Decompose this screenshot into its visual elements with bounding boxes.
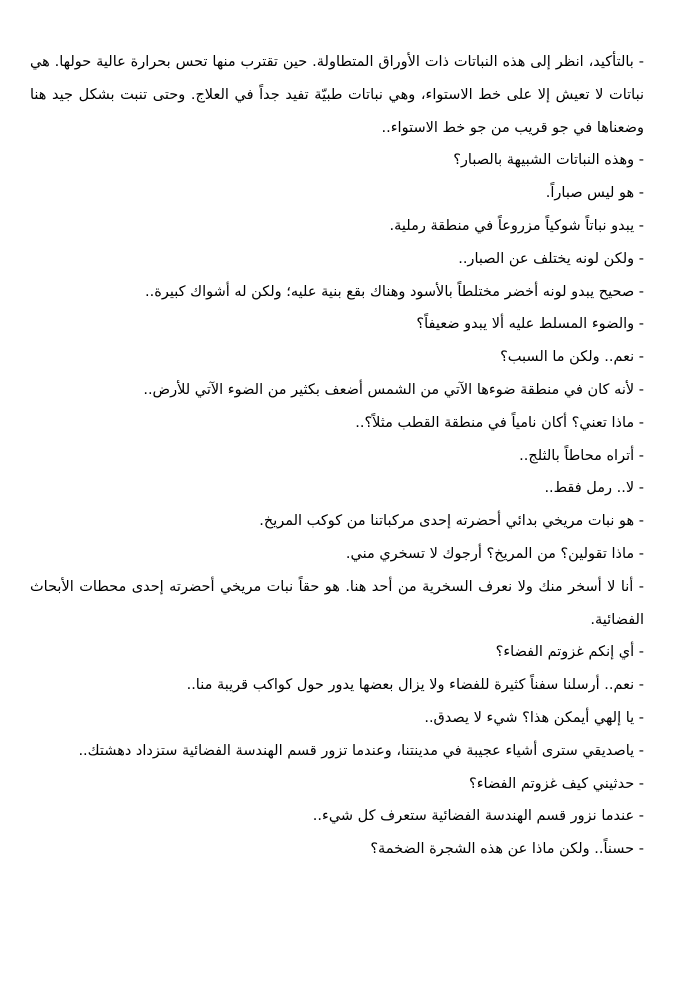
dialogue-line-martian-plant: - هو نبات مريخي بدائي أحضرته إحدى مركباتنا من كوكب المريخ. bbox=[259, 513, 644, 530]
dialogue-line-unbelievable: - يا إلهي أيمكن هذا؟ شيء لا يصدق.. bbox=[424, 709, 644, 726]
dialogue-line-sunlight-weaker: - لأنه كان في منطقة ضوءها الآتي من الشمس أضعف بكثير من الضوء الآتي للأرض.. bbox=[143, 381, 644, 398]
dialogue-line-from-mars: - ماذا تقولين؟ من المريخ؟ أرجوك لا تسخري مني. bbox=[345, 545, 644, 562]
dialogue-line-reason-question: - نعم.. ولكن ما السبب؟ bbox=[500, 349, 644, 366]
paragraph-no-mockery: - أنا لا أسخر منك ولا نعرف السخرية من أحد هنا. هو حقاً نبات مريخي أحضرته إحدى محطات الأبحاث الفضائية. bbox=[30, 578, 644, 628]
paragraph-strange-things: - ياصديقي سترى أشياء عجيبة في مدينتنا، وعندما تزور قسم الهندسة الفضائية ستزداد دهشتك.. bbox=[78, 742, 644, 759]
dialogue-line-not-cactus: - هو ليس صباراً. bbox=[545, 185, 644, 202]
dialogue-line-snow: - أتراه محاطاً بالثلج.. bbox=[519, 447, 644, 464]
dialogue-line-green-black: - صحيح يبدو لونه أخضر مختلطاً بالأسود وهناك بقع بنية عليه؛ ولكن له أشواك كبيرة.. bbox=[145, 283, 644, 300]
dialogue-line-weak-light: - والضوء المسلط عليه ألا يبدو ضعيفاً؟ bbox=[416, 316, 644, 333]
dialogue-line-thorny-plant: - يبدو نباتاً شوكياً مزروعاً في منطقة رملية. bbox=[389, 217, 644, 234]
dialogue-line-tell-me: - حدثيني كيف غزوتم الفضاء؟ bbox=[469, 775, 644, 792]
dialogue-line-color-differs: - ولكن لونه يختلف عن الصبار.. bbox=[458, 250, 644, 267]
dialogue-line-cactus-question: - وهذه النباتات الشبيهة بالصبار؟ bbox=[453, 152, 644, 169]
paragraph-equatorial-plants: - بالتأكيد، انظر إلى هذه النباتات ذات الأوراق المتطاولة. حين تقترب منها تحس بحرارة عالية حولها. هي نباتات لا تعيش إلا على خط الاستواء، وهي نباتات طبيّة تفيد جداً في العلاج. وحتى تنبت بشكل جيد هنا وضعناها في جو قريب من جو خط الاستواء.. bbox=[30, 54, 644, 136]
dialogue-line-conquered-space: - أي إنكم غزوتم الفضاء؟ bbox=[495, 644, 644, 661]
dialogue-line-sand-only: - لا.. رمل فقط.. bbox=[544, 480, 644, 497]
dialogue-line-pole-question: - ماذا تعني؟ أكان نامياً في منطقة القطب مثلاً؟.. bbox=[355, 414, 644, 431]
dialogue-line-visit-department: - عندما نزور قسم الهندسة الفضائية ستعرف كل شيء.. bbox=[312, 808, 644, 825]
dialogue-line-huge-tree: - حسناً.. ولكن ماذا عن هذه الشجرة الضخمة؟ bbox=[370, 841, 644, 858]
dialogue-line-sent-ships: - نعم.. أرسلنا سفناً كثيرة للفضاء ولا يزال بعضها يدور حول كواكب قريبة منا.. bbox=[186, 677, 644, 694]
